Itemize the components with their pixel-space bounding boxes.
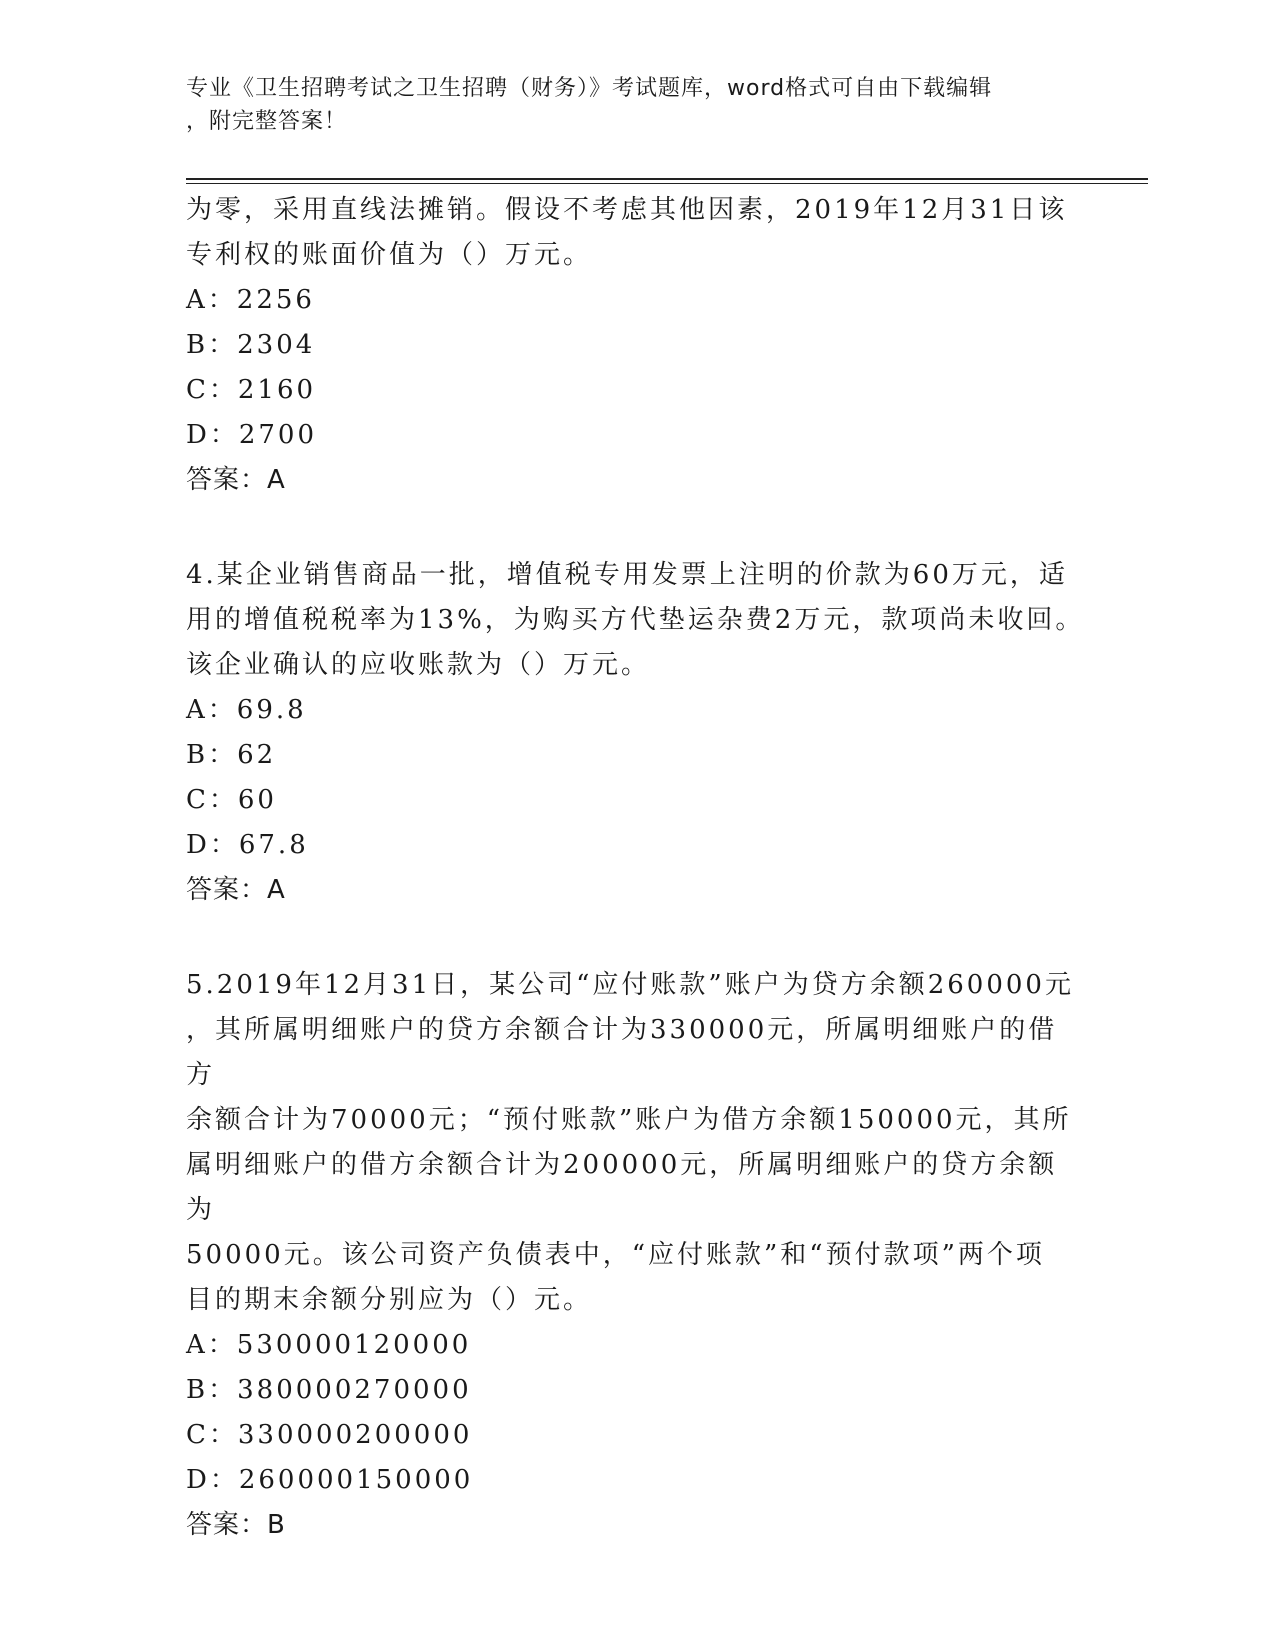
option-a: A：69.8 bbox=[186, 695, 307, 725]
spacer bbox=[186, 913, 1086, 963]
question-text-line: 4.某企业销售商品一批，增值税专用发票上注明的价款为60万元，适 bbox=[186, 560, 1068, 590]
question-text-line: ，其所属明细账户的贷方余额合计为330000元，所属明细账户的借方 bbox=[186, 1015, 1058, 1090]
option-c: C：2160 bbox=[186, 375, 317, 405]
option-a: A：2256 bbox=[186, 285, 315, 315]
header-line-1: 专业《卫生招聘考试之卫生招聘（财务）》考试题库，word格式可自由下载编辑 bbox=[186, 76, 993, 101]
header-divider-thin bbox=[186, 183, 1148, 184]
header-line-2: ，附完整答案！ bbox=[186, 109, 348, 134]
question-text-line: 50000元。该公司资产负债表中，“应付账款”和“预付款项”两个项 bbox=[186, 1240, 1045, 1270]
question-text-line: 专利权的账面价值为（）万元。 bbox=[186, 240, 593, 270]
document-header bbox=[186, 72, 1086, 138]
option-d: D：260000150000 bbox=[186, 1465, 474, 1495]
question-3 bbox=[186, 188, 1086, 503]
question-text-line: 余额合计为70000元；“预付账款”账户为借方余额150000元，其所 bbox=[186, 1105, 1072, 1135]
option-a: A：530000120000 bbox=[186, 1330, 472, 1360]
spacer bbox=[186, 503, 1086, 553]
question-text-line: 目的期末余额分别应为（）元。 bbox=[186, 1285, 593, 1315]
header-divider-thick bbox=[186, 178, 1148, 180]
option-d: D：67.8 bbox=[186, 830, 309, 860]
answer: 答案：A bbox=[186, 875, 286, 905]
question-5 bbox=[186, 963, 1086, 1548]
question-text-line: 5.2019年12月31日，某公司“应付账款”账户为贷方余额260000元 bbox=[186, 970, 1074, 1000]
option-d: D：2700 bbox=[186, 420, 318, 450]
question-text-line: 该企业确认的应收账款为（）万元。 bbox=[186, 650, 651, 680]
question-text-line: 用的增值税税率为13%，为购买方代垫运杂费2万元，款项尚未收回。 bbox=[186, 605, 1085, 635]
option-b: B：2304 bbox=[186, 330, 316, 360]
option-b: B：62 bbox=[186, 740, 277, 770]
answer: 答案：A bbox=[186, 465, 286, 495]
option-c: C：330000200000 bbox=[186, 1420, 473, 1450]
question-text-line: 属明细账户的借方余额合计为200000元，所属明细账户的贷方余额为 bbox=[186, 1150, 1058, 1225]
answer: 答案：B bbox=[186, 1510, 286, 1540]
option-c: C：60 bbox=[186, 785, 277, 815]
option-b: B：380000270000 bbox=[186, 1375, 472, 1405]
document-body bbox=[186, 188, 1086, 1548]
question-4 bbox=[186, 553, 1086, 913]
question-text-line: 为零，采用直线法摊销。假设不考虑其他因素，2019年12月31日该 bbox=[186, 195, 1068, 225]
